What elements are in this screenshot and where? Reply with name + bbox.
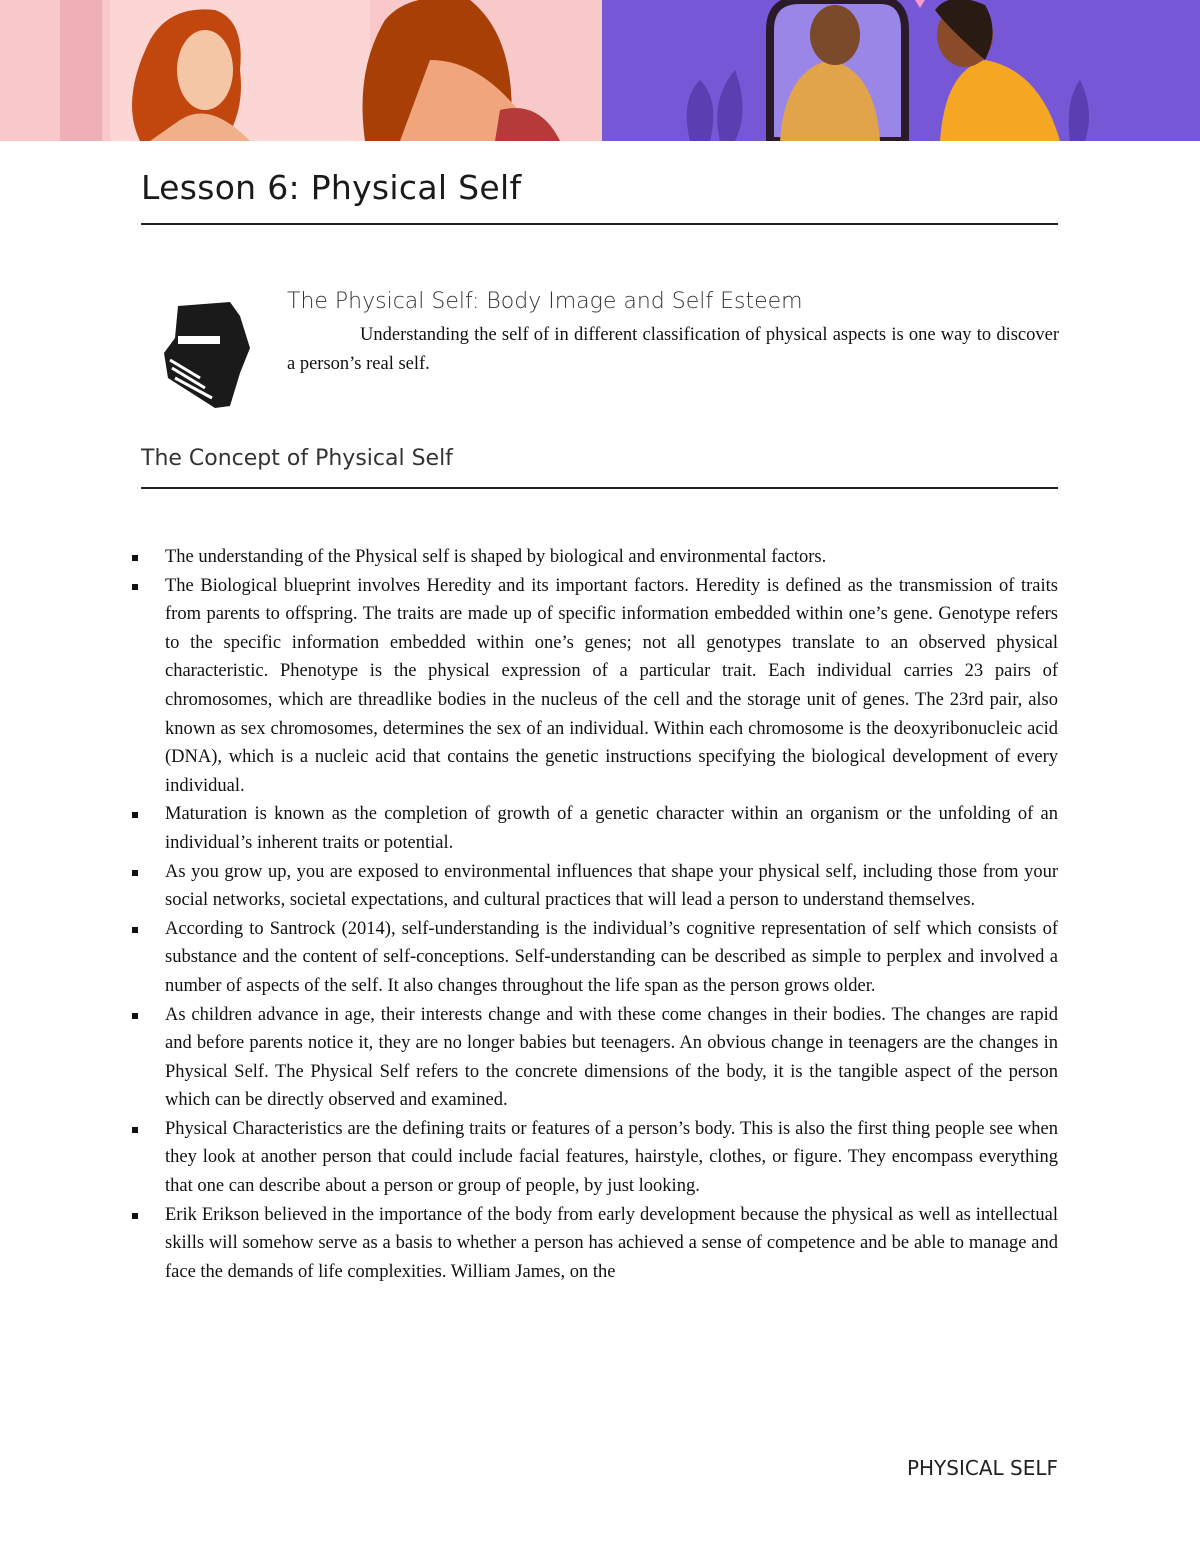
woman-mirror-illustration bbox=[0, 0, 602, 141]
concept-bullet-list bbox=[165, 543, 1058, 1286]
bullet-item: Erik Erikson believed in the importance of the body from early development because the physical as well as intellectual skills will somehow serve as a basis to whether a person has achieved a sense of competence and be able to manage and face the demands of life complexities. William James, on the bbox=[165, 1201, 1058, 1287]
bullet-item: As you grow up, you are exposed to environmental influences that shape your physical self, including those from your social networks, societal expectations, and cultural practices that will lead a person to understand themselves. bbox=[165, 858, 1058, 915]
intro-paragraph bbox=[287, 321, 1059, 378]
man-mirror-illustration bbox=[602, 0, 1200, 141]
bullet-item: The understanding of the Physical self is shaped by biological and environmental factors. bbox=[165, 543, 1058, 572]
books-stack-icon bbox=[160, 298, 255, 415]
bullet-item: According to Santrock (2014), self-understanding is the individual’s cognitive representation of self which consists of substance and the content of self-conceptions. Self-understanding can be described as simple to perplex and involved a number of aspects of the self. It also changes throughout the life span as the person grows older. bbox=[165, 915, 1058, 1001]
title-divider bbox=[141, 223, 1058, 225]
section-title: The Concept of Physical Self bbox=[141, 446, 453, 471]
header-banner bbox=[0, 0, 1200, 141]
bullet-item: The Biological blueprint involves Heredity and its important factors. Heredity is defined as the transmission of traits from parents to offspring. The traits are made up of specific information embedded within one’s gene. Genotype refers to the specific information embedded within one’s genes; not all genotypes translate to an observed physical characteristic. Phenotype is the physical expression of a particular trait. Each individual carries 23 pairs of chromosomes, which are threadlike bodies in the nucleus of the cell and the storage unit of genes. The 23rd pair, also known as sex chromosomes, determines the sex of an individual. Within each chromosome is the deoxyribonucleic acid (DNA), which is a nucleic acid that contains the genetic instructions specifying the biological development of every individual. bbox=[165, 572, 1058, 801]
intro-text: Understanding the self of in different classification of physical aspects is one way to discover a person’s real self. bbox=[287, 325, 1059, 374]
bullet-item: Physical Characteristics are the defining traits or features of a person’s body. This is also the first thing people see when they look at another person that could include facial features, hairstyle, clothes, or figure. They encompass everything that one can describe about a person or group of people, by just looking. bbox=[165, 1115, 1058, 1201]
page-footer: PHYSICAL SELF bbox=[906, 1456, 1058, 1480]
section-divider bbox=[141, 487, 1058, 489]
bullet-item: As children advance in age, their interests change and with these come changes in their bodies. The changes are rapid and before parents notice it, they are no longer babies but teenagers. An obvious change in teenagers are the changes in Physical Self. The Physical Self refers to the concrete dimensions of the body, it is the tangible aspect of the person which can be directly observed and examined. bbox=[165, 1001, 1058, 1115]
intro-subtitle: The Physical Self: Body Image and Self Esteem bbox=[287, 289, 803, 314]
lesson-title: Lesson 6: Physical Self bbox=[141, 168, 522, 207]
bullet-item: Maturation is known as the completion of growth of a genetic character within an organism or the unfolding of an individual’s inherent traits or potential. bbox=[165, 800, 1058, 857]
